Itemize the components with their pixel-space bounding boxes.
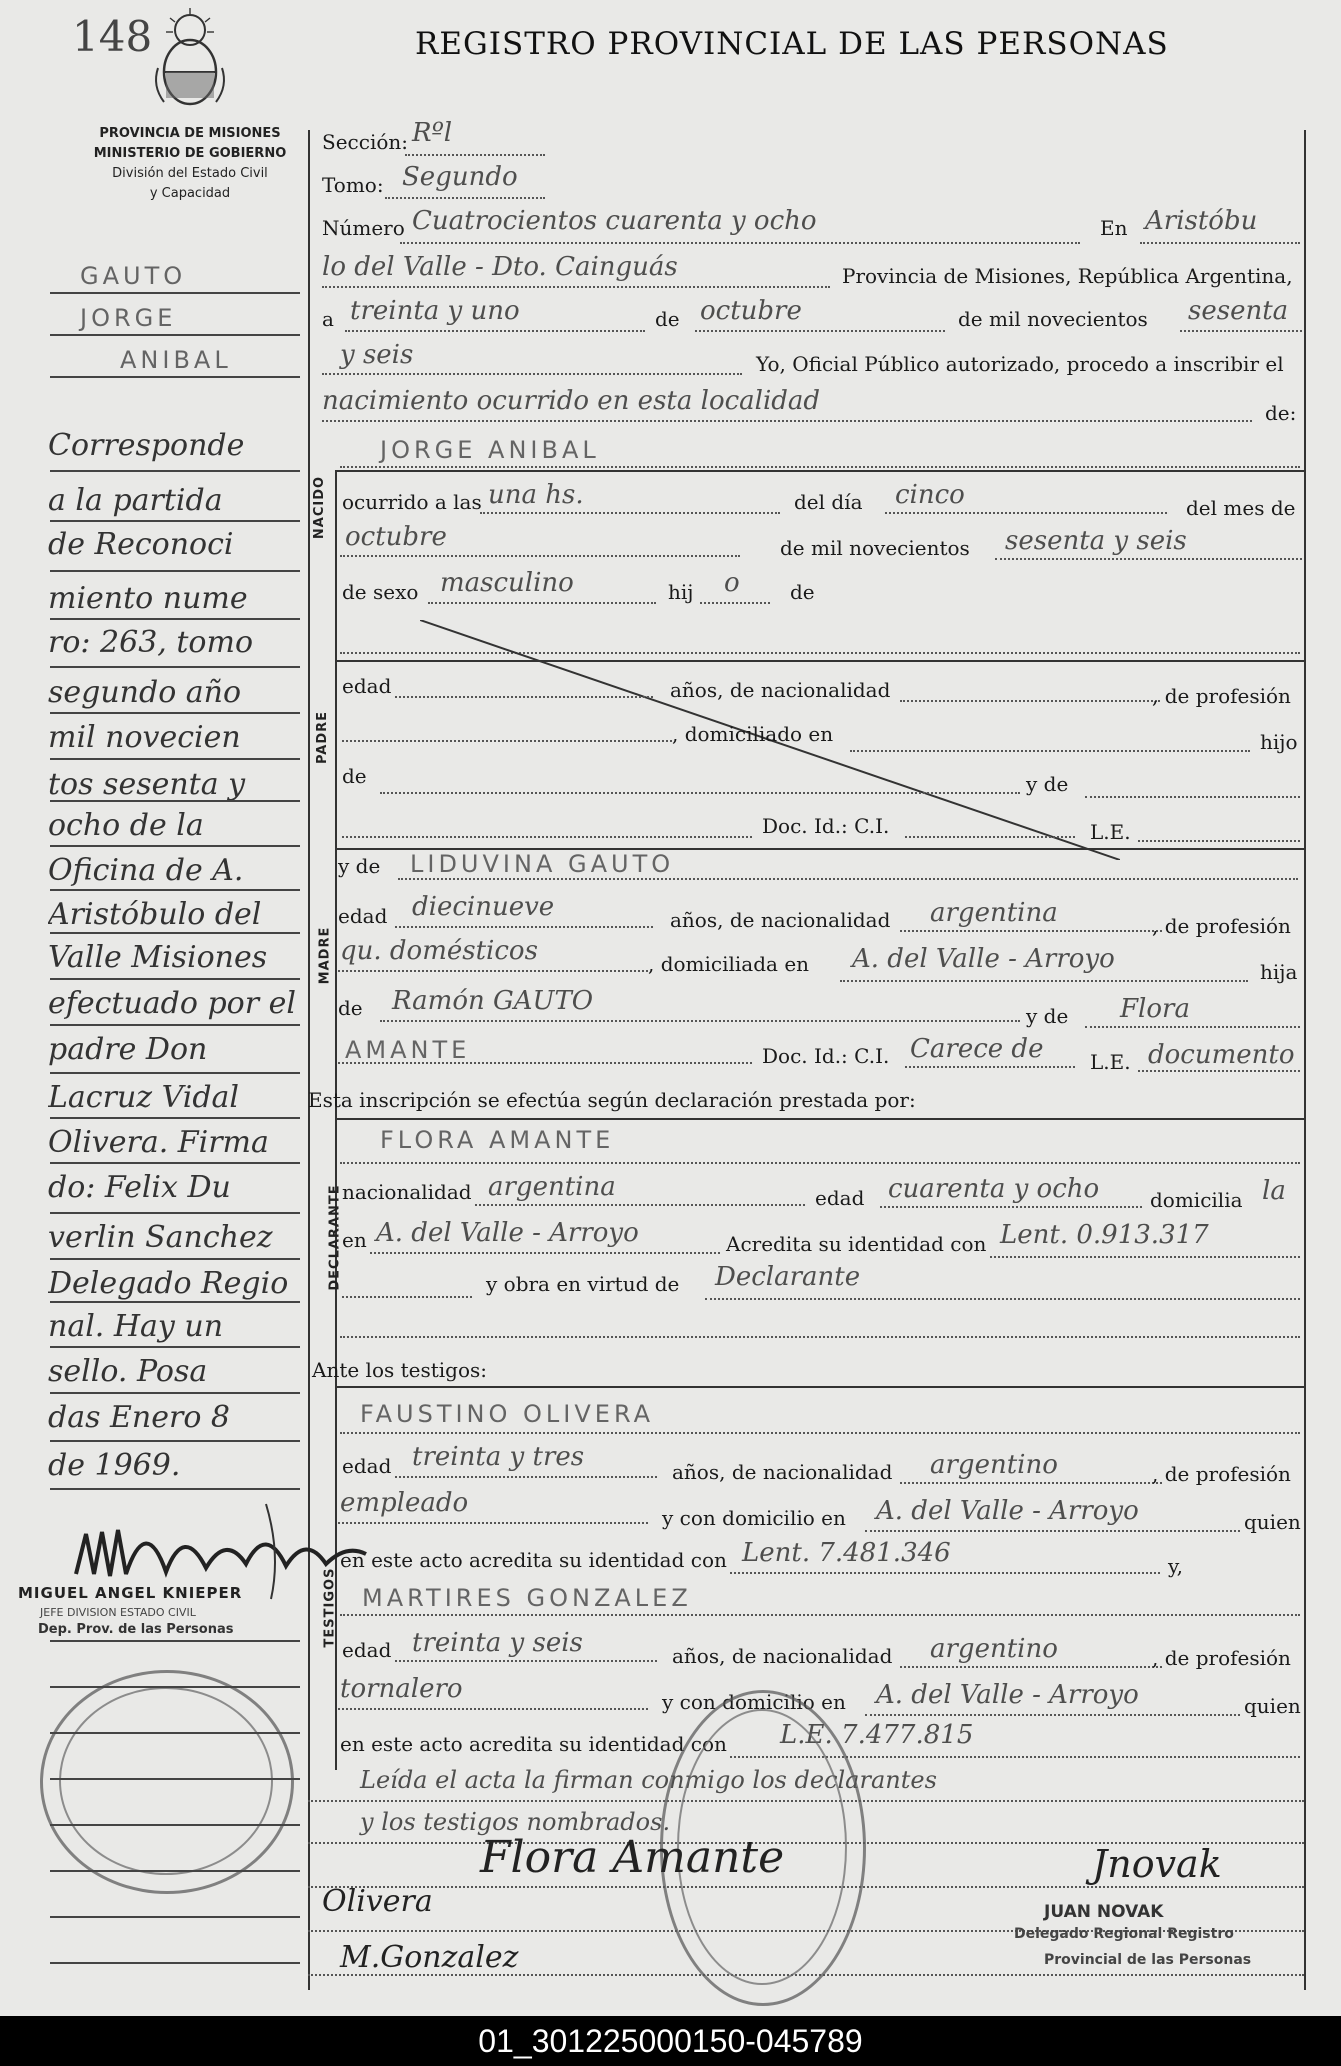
testigo2-edad-value: treinta y seis — [412, 1628, 583, 1658]
witness1-signature: Olivera — [322, 1884, 433, 1919]
testigo1-quien-label: quien — [1244, 1510, 1301, 1534]
nacido-section-label: NACIDO — [312, 475, 328, 540]
margin-note-line: Corresponde — [48, 428, 245, 463]
place-value: lo del Valle - Dto. Cainguás — [322, 252, 678, 282]
margin-rule — [50, 1732, 300, 1734]
testigo1-nacionalidad-value: argentino — [930, 1450, 1058, 1480]
declarante-edad-label: edad — [815, 1186, 865, 1210]
section-rule — [335, 1386, 1304, 1388]
margin-note-line: de 1969. — [48, 1448, 181, 1483]
declarante-domicilia-value: la — [1262, 1176, 1286, 1206]
field-rule — [990, 1256, 1300, 1258]
mil-label: de mil novecientos — [780, 536, 970, 560]
declarante-domicilia-label: domicilia — [1150, 1188, 1243, 1212]
anio-value-continued: y seis — [340, 340, 414, 370]
margin-note-line: Valle Misiones — [48, 940, 268, 975]
margin-rule — [50, 1301, 300, 1303]
margin-rule — [50, 520, 300, 522]
acto-value: nacimiento ocurrido en esta localidad — [322, 386, 821, 416]
margin-rule — [50, 845, 300, 847]
testigo2-acredita-label: en este acto acredita su identidad con — [340, 1732, 727, 1756]
field-rule — [1138, 840, 1300, 842]
testigo1-doc-value: Lent. 7.481.346 — [742, 1538, 951, 1568]
witness2-signature: M.Gonzalez — [340, 1940, 519, 1975]
field-rule — [395, 1476, 657, 1478]
declarante-obra-value: Declarante — [715, 1262, 861, 1292]
testigo2-profesion-value: tornalero — [340, 1674, 463, 1704]
de-colon-label: de: — [1265, 401, 1297, 425]
margin-signer-office: Dep. Prov. de las Personas — [38, 1622, 234, 1637]
madre-edad-value: diecinueve — [412, 892, 555, 922]
margin-rule — [50, 1072, 300, 1074]
madre-de-label: de — [338, 996, 363, 1020]
org-line-3: División del Estado Civil — [112, 166, 268, 181]
testigo1-acredita-label: en este acto acredita su identidad con — [340, 1548, 727, 1572]
margin-surname: GAUTO — [80, 262, 187, 290]
margin-rule — [50, 292, 300, 294]
page-number: 148 — [72, 12, 153, 61]
field-rule — [398, 878, 1298, 880]
testigo2-edad-label: edad — [342, 1638, 392, 1662]
dia-nacimiento-value: cinco — [895, 480, 965, 510]
field-rule — [905, 836, 1075, 838]
field-rule — [395, 696, 653, 698]
field-rule — [342, 836, 752, 838]
section-rule — [335, 470, 1304, 472]
field-rule — [700, 602, 770, 604]
testigo1-edad-value: treinta y tres — [412, 1442, 585, 1472]
padre-anios-label: años, de nacionalidad — [670, 678, 891, 702]
field-rule — [338, 1522, 648, 1524]
field-rule — [342, 740, 672, 742]
field-rule — [1138, 1070, 1300, 1072]
margin-rule — [50, 1162, 300, 1164]
field-rule — [338, 1062, 752, 1064]
field-rule — [885, 512, 1167, 514]
form-right-border — [1304, 130, 1306, 1990]
testigo2-anios-label: años, de nacionalidad — [672, 1644, 893, 1668]
margin-note-line: a la partida — [48, 483, 223, 518]
field-rule — [880, 1206, 1142, 1208]
testigo2-profesion-label: , de profesión — [1152, 1646, 1291, 1670]
field-rule — [338, 970, 648, 972]
field-rule — [900, 1482, 1162, 1484]
madre-nacionalidad-value: argentina — [930, 898, 1058, 928]
madre-section-label: MADRE — [317, 926, 333, 985]
testigo1-nombre-value: FAUSTINO OLIVERA — [360, 1400, 655, 1428]
margin-rule — [50, 800, 300, 802]
field-rule — [395, 926, 653, 928]
padre-edad-label: edad — [342, 674, 392, 698]
document-id: 01_301225000150-045789 — [478, 2023, 863, 2059]
field-rule — [340, 1162, 1300, 1164]
margin-note-line: tos sesenta y — [48, 767, 246, 802]
field-rule — [480, 512, 780, 514]
field-rule — [475, 1204, 805, 1206]
margin-rule — [50, 712, 300, 714]
field-rule — [380, 792, 1020, 794]
testigo1-profesion-value: empleado — [340, 1488, 469, 1518]
field-rule — [1140, 242, 1300, 244]
field-rule — [428, 602, 656, 604]
margin-note-line: do: Felix Du — [48, 1170, 231, 1205]
officer-title-line2: Provincial de las Personas — [1044, 1952, 1252, 1968]
field-rule — [370, 1252, 720, 1254]
madre-madre-value-continued: AMANTE — [345, 1036, 471, 1064]
margin-rule — [50, 932, 300, 934]
form-left-border — [308, 130, 310, 1990]
declarante-intro: Esta inscripción se efectúa según declaración prestada por: — [308, 1088, 916, 1112]
field-rule — [340, 1336, 1300, 1338]
coat-of-arms-icon — [150, 6, 230, 114]
testigo1-domicilio-label: y con domicilio en — [662, 1506, 846, 1530]
margin-rule — [50, 1686, 300, 1688]
margin-note-line: Lacruz Vidal — [48, 1080, 240, 1115]
padre-doc-label: Doc. Id.: C.I. — [762, 814, 890, 838]
madre-doc-value: Carece de — [910, 1034, 1044, 1064]
field-rule — [322, 420, 1252, 422]
margin-rule — [50, 1870, 300, 1872]
a-label: a — [322, 307, 334, 331]
margin-rule — [50, 1962, 300, 1964]
field-rule — [865, 1714, 1240, 1716]
hij-value: o — [724, 568, 740, 598]
margin-rule — [50, 1440, 300, 1442]
madre-madre-value: Flora — [1120, 994, 1190, 1024]
oficial-text: Yo, Oficial Público autorizado, procedo a inscribir el — [756, 352, 1284, 376]
margin-note-line: Aristóbulo del — [48, 897, 262, 932]
document-id-bar — [0, 2016, 1341, 2066]
margin-rule — [50, 334, 300, 336]
field-rule — [405, 154, 545, 156]
closing-line-2: y los testigos nombrados. — [360, 1808, 671, 1836]
madre-profesion-label: , de profesión — [1152, 914, 1291, 938]
declarante-en-value: A. del Valle - Arroyo — [376, 1218, 639, 1248]
field-rule — [900, 700, 1160, 702]
seccion-label: Sección: — [322, 130, 408, 154]
madre-anios-label: años, de nacionalidad — [670, 908, 891, 932]
mes-value: octubre — [700, 296, 802, 326]
officer-signature: Jnovak — [1092, 1842, 1222, 1886]
margin-rule — [50, 1392, 300, 1394]
margin-note-line: de Reconoci — [48, 527, 234, 562]
numero-value: Cuatrocientos cuarenta y ocho — [412, 206, 817, 236]
section-rule — [335, 1118, 1304, 1120]
madre-domiciliada-label: , domiciliada en — [648, 952, 810, 976]
declarante-section-label: DECLARANTE — [327, 1184, 343, 1291]
padre-profesion-label: , de profesión — [1152, 684, 1291, 708]
margin-note-line: sello. Posa — [48, 1354, 208, 1389]
field-rule — [1180, 330, 1302, 332]
madre-doc-label: Doc. Id.: C.I. — [762, 1044, 890, 1068]
margin-signer-title: JEFE DIVISION ESTADO CIVIL — [40, 1606, 196, 1619]
en-label: En — [1100, 216, 1128, 240]
testigo1-edad-label: edad — [342, 1454, 392, 1478]
field-rule — [338, 1708, 648, 1710]
testigo1-profesion-label: , de profesión — [1152, 1462, 1291, 1486]
margin-signer-name: MIGUEL ANGEL KNIEPER — [18, 1584, 243, 1602]
hij-label: hij — [668, 580, 694, 604]
del-dia-label: del día — [794, 490, 863, 514]
madre-nombre-value: LIDUVINA GAUTO — [410, 850, 675, 878]
sexo-value: masculino — [440, 568, 574, 598]
margin-rule — [50, 1916, 300, 1918]
madre-y-de-label: y de — [338, 854, 381, 878]
testigos-intro: Ante los testigos: — [312, 1358, 488, 1382]
field-rule — [322, 373, 742, 375]
sexo-label: de sexo — [342, 580, 419, 604]
field-rule — [340, 1432, 1300, 1434]
mes-nacimiento-value: octubre — [345, 522, 447, 552]
testigo1-domicilio-value: A. del Valle - Arroyo — [876, 1496, 1139, 1526]
field-rule — [865, 1530, 1240, 1532]
field-rule — [900, 1666, 1162, 1668]
org-line-2: MINISTERIO DE GOBIERNO — [93, 146, 287, 161]
margin-rule — [50, 1824, 300, 1826]
closing-line-1: Leída el acta la firman conmigo los declarantes — [360, 1766, 937, 1794]
margin-note-line: Oficina de A. — [48, 853, 244, 888]
field-rule — [695, 330, 945, 332]
margin-note-line: padre Don — [48, 1032, 208, 1067]
field-rule — [380, 1020, 1020, 1022]
margin-middle-name: ANIBAL — [120, 346, 232, 374]
testigo1-anios-label: años, de nacionalidad — [672, 1460, 893, 1484]
margin-note-line: ro: 263, tomo — [48, 625, 254, 660]
seccion-value: Rºl — [412, 118, 453, 148]
field-rule — [385, 197, 545, 199]
margin-note-line: nal. Hay un — [48, 1309, 224, 1344]
margin-rule — [50, 376, 300, 378]
nacido-de-label: de — [790, 580, 815, 604]
margin-note-line: verlin Sanchez — [48, 1220, 273, 1255]
margin-rule — [50, 666, 300, 668]
margin-rule — [50, 758, 300, 760]
declarante-acredita-label: Acredita su identidad con — [726, 1232, 987, 1256]
madre-domicilio-value: A. del Valle - Arroyo — [852, 944, 1115, 974]
declarante-nacionalidad-value: argentina — [488, 1172, 616, 1202]
en-value: Aristóbu — [1145, 206, 1258, 236]
margin-rule — [50, 1024, 300, 1026]
field-rule — [995, 558, 1302, 560]
field-rule — [345, 330, 645, 332]
field-rule — [322, 286, 830, 288]
field-rule — [850, 750, 1250, 752]
testigo2-quien-label: quien — [1244, 1694, 1301, 1718]
de-label: de — [655, 307, 680, 331]
testigo2-domicilio-label: y con domicilio en — [662, 1690, 846, 1714]
margin-note-line: das Enero 8 — [48, 1400, 231, 1435]
madre-padre-value: Ramón GAUTO — [392, 986, 594, 1016]
padre-hijo-label: hijo — [1260, 730, 1298, 754]
officer-name: JUAN NOVAK — [1044, 1902, 1164, 1922]
testigo2-nombre-value: MARTIRES GONZALEZ — [362, 1584, 692, 1612]
padre-de-label: de — [342, 764, 367, 788]
padre-section-label: PADRE — [315, 710, 331, 765]
ocurrido-label: ocurrido a las — [342, 490, 482, 514]
numero-label: Número — [322, 216, 405, 240]
field-rule — [900, 930, 1162, 932]
hora-value: una hs. — [488, 480, 584, 510]
madre-edad-label: edad — [338, 904, 388, 928]
declarante-nacionalidad-label: nacionalidad — [342, 1180, 472, 1204]
padre-y-de-label: y de — [1026, 772, 1069, 796]
declarante-signature: Flora Amante — [480, 1832, 785, 1883]
margin-rule — [50, 1212, 300, 1214]
field-rule — [730, 1572, 1160, 1574]
margin-note-line: Delegado Regio — [48, 1266, 289, 1301]
tomo-label: Tomo: — [322, 173, 384, 197]
margin-rule — [50, 570, 300, 572]
mil-text: de mil novecientos — [958, 307, 1148, 331]
margin-note-line: efectuado por el — [48, 986, 296, 1021]
margin-rule — [50, 470, 300, 472]
tomo-value: Segundo — [402, 162, 518, 192]
provincia-text: Provincia de Misiones, República Argentina, — [842, 264, 1293, 288]
margin-note-line: Olivera. Firma — [48, 1125, 269, 1160]
field-rule — [905, 1066, 1075, 1068]
margin-note-line: miento nume — [48, 581, 248, 616]
margin-given-name: JORGE — [80, 304, 177, 332]
padre-le-label: L.E. — [1090, 820, 1131, 844]
dia-value: treinta y uno — [350, 296, 520, 326]
field-rule — [705, 1298, 1300, 1300]
anio-value: sesenta — [1188, 296, 1289, 326]
testigo1-y-label: y, — [1168, 1554, 1183, 1578]
margin-rule — [50, 889, 300, 891]
madre-y-de2-label: y de — [1026, 1004, 1069, 1028]
margin-rule — [50, 618, 300, 620]
declarante-en-label: en — [342, 1228, 367, 1252]
nombre-value: JORGE ANIBAL — [380, 436, 600, 464]
padre-domiciliado-label: , domiciliado en — [672, 722, 834, 746]
madre-le-label: L.E. — [1090, 1050, 1131, 1074]
field-rule — [1085, 796, 1300, 798]
margin-note-line: mil novecien — [48, 720, 241, 755]
org-line-1: PROVINCIA DE MISIONES — [99, 126, 281, 141]
officer-title-line1: Delegado Regional Registro — [1014, 1926, 1234, 1942]
field-rule — [340, 1614, 1300, 1616]
field-rule — [395, 1660, 657, 1662]
margin-rule — [50, 1258, 300, 1260]
margin-rule — [50, 1117, 300, 1119]
testigo2-domicilio-value: A. del Valle - Arroyo — [876, 1680, 1139, 1710]
margin-rule — [50, 1640, 300, 1642]
declarante-edad-value: cuarenta y ocho — [888, 1174, 1100, 1204]
document-title: REGISTRO PROVINCIAL DE LAS PERSONAS — [415, 26, 1169, 62]
declarante-nombre-value: FLORA AMANTE — [380, 1126, 615, 1154]
field-rule — [840, 980, 1248, 982]
margin-rule — [50, 1346, 300, 1348]
anio-nacimiento-value: sesenta y seis — [1005, 526, 1187, 556]
madre-hija-label: hija — [1260, 960, 1298, 984]
testigo2-nacionalidad-value: argentino — [930, 1634, 1058, 1664]
madre-le-value: documento — [1148, 1040, 1295, 1070]
testigo2-doc-value: L.E. 7.477.815 — [780, 1720, 974, 1750]
field-rule — [1085, 1026, 1300, 1028]
field-rule — [342, 1296, 472, 1298]
official-seal-stamp — [40, 1670, 294, 1894]
madre-profesion-value: qu. domésticos — [340, 936, 538, 966]
testigos-section-label: TESTIGOS — [322, 1567, 338, 1648]
field-rule — [340, 466, 1300, 468]
margin-rule — [50, 1778, 300, 1780]
margin-rule — [50, 1488, 300, 1490]
field-rule — [340, 555, 740, 557]
org-line-4: y Capacidad — [149, 186, 231, 201]
margin-rule — [50, 978, 300, 980]
declarante-obra-label: y obra en virtud de — [486, 1272, 680, 1296]
margin-note-line: segundo año — [48, 675, 242, 710]
margin-note-line: ocho de la — [48, 808, 204, 843]
field-rule — [400, 242, 1080, 244]
del-mes-label: del mes de — [1186, 496, 1296, 520]
declarante-acredita-value: Lent. 0.913.317 — [1000, 1220, 1209, 1250]
